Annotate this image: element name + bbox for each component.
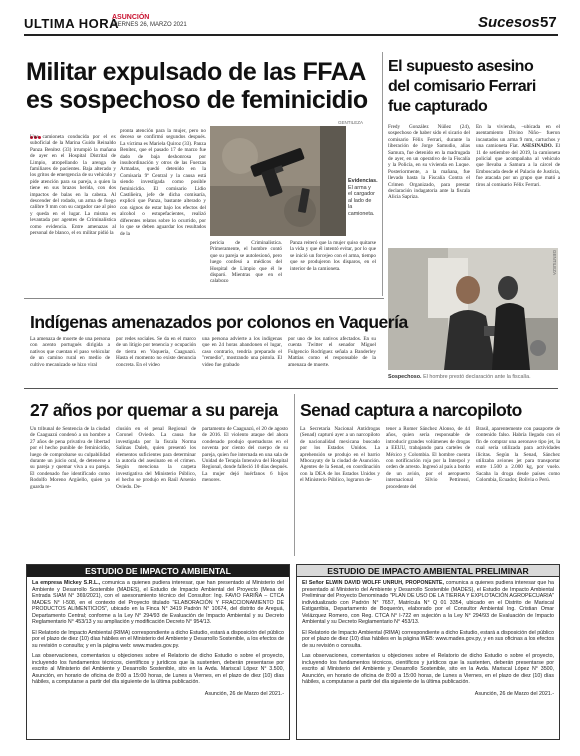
story2-headline-2: del comisario Ferrari xyxy=(388,78,536,95)
notice-right-signature: Asunción, 26 de Marzo del 2021.- xyxy=(474,690,554,697)
story2-photo-credit: GENTILEZA xyxy=(552,250,557,276)
page-number: 57 xyxy=(540,14,557,31)
notice-right-para3: Las observaciones, comentarios u objeciones sobre el Relatorio de dicho Estudio o sobre el proyecto, incluyendo los fundamentos técnicos, científicos y jurídicos que la sustenten, deberán presentarse por escrito al Ministerio del Ambiente y Desarrollo Sostenible, sito en la Avda. Mariscal López N° 3500, Asunción, en horario de oficina de 8:00 a 15:00 horas, de Lunes a Viernes, en el plazo de diez (10) días hábiles, a computarse a partir del día siguiente de la última publicación. xyxy=(302,653,554,685)
story5-col2: tener a Romer Sánchez Alonso, de 44 años, quien sería responsable de introducir grandes volúmenes de drogas a EEUU, trabajando para carteles de México y Colombia. El hombre cuenta con notificación roja por la Interpol y orden de arresto. Ingresó al país a bordo de un avión, por el aeropuerto internacional Silvio Pettirossi, procedente del xyxy=(386,426,470,490)
story1-headline-2: es sospechoso de feminicidio xyxy=(26,86,368,114)
story2-photo-caption: Sospechoso. El hombre prestó declaración ante la fiscalía. xyxy=(388,374,531,380)
story2-headline-3: fue capturado xyxy=(388,98,488,115)
suspect-illustration xyxy=(388,248,558,370)
story3-headline: Indígenas amenazados por colonos en Vaquería xyxy=(30,312,408,332)
notice-left-signature: Asunción, 26 de Marzo del 2021.- xyxy=(204,690,284,697)
notice-left xyxy=(26,564,290,740)
brand-label: ASUNCIÓN xyxy=(112,14,150,21)
date-label: VIERNES 26, MARZO 2021 xyxy=(112,22,187,28)
story3-col1: La amenaza de muerte de una persona con acento portugués dirigida a nativos que cuentan el paso vehicular de un camino rural en medio de cultivo mecanizado se hizo viral xyxy=(30,336,110,368)
story1-photo-credit: GENTILEZA xyxy=(338,120,364,125)
notice-left-para1: La empresa Mickey S.R.L., comunica a quienes pudiera interesar, que han presentado al Ministerio del Ambiente y Desarrollo Sostenible (MADES), el Estudio de Impacto Ambiental del Proyecto (Mesa de Entrada SIAM N° 369/2021), con el asesoramiento técnico del Consultor: Ing. FAVIO FARIÑA – CTCA MADES N° I-508, en el contexto del Proyecto titulado "ELABORACIÓN Y FRACCIONAMIENTO DE PRODUCTOS ALIMENTICIOS", ubicado en la Finca N° 3419 Padrón N° 10674, del distrito de Areguá, Departamento Central; conforme a la Ley N° 294/93 de Evaluación de Impacto Ambiental y su Decreto Reglamentario N° 453/13 y su ampliación y modificación Decreto N° 954/13. xyxy=(32,580,284,625)
column-divider xyxy=(382,52,383,296)
story4-col1: Un tribunal de Sentencia de la ciudad de Caaguazú condenó a un hombre a 27 años de pena privativa de libertad por el hecho punible de feminicidio, luego de comprobarse su culpabilidad durante un juicio oral, de detenerse a su pareja y quemar viva a su pareja. El condenado fue identificado como Rodolfo Moreno Argüello, quien ya guarda re- xyxy=(30,426,110,490)
story4-headline: 27 años por quemar a su pareja xyxy=(30,400,278,420)
story3-col4: por uno de los nativos afectados. En su cuenta Twitter el senador Miguel Fulgencio Rodríguez señala a Banderley Mattias como el responsable de la amenaza de muerte. xyxy=(288,336,376,368)
story5-col1: La Secretaría Nacional Antidrogas (Senad) capturó ayer a un narcopiloto de nacionalidad mexicana buscado por los Estados Unidos. La aprehensión se produjo en el barrio Mbocayaty de la ciudad de Asunción. Agentes de la Senad, en coordinación con la DEA de los Estados Unidos y el Ministerio Público, lograron de- xyxy=(300,426,380,484)
story3-col3: una persona advierte a los indígenas que en 24 horas abandonen el lugar, caso contrario, tendría preparado el "remedio", mostrando una pistola. El video fue grabado xyxy=(202,336,282,368)
notice-left-title: ESTUDIO DE IMPACTO AMBIENTAL xyxy=(27,565,289,577)
story1-marker xyxy=(30,126,44,130)
story1-col1: Una camioneta conducida por el ex suboficial de la Marina Guido Reinaldo Panza Benítez (33) irrumpió la mañana de ayer en el Hospital Distrital de Limpio, atropellando la arenga de familiares de pacientes. Baja alterado y los gritos de emergencia de su vehículo y pide atención para su pareja, a quien la tiene en sus brazos herida, con dos impactos de balas en la cabeza. Al descender del rodado, un arma de fuego calibre 9 mm con su cargador cae al piso y queda en el lugar. La misma es levantada por agentes de Criminalística como evidencia. Entre amenazas al personal de blanco, el ex militar pidió la xyxy=(30,134,116,237)
story1-photo xyxy=(210,126,346,236)
section-label-right: Sucesos xyxy=(478,14,540,31)
section-rule-1 xyxy=(24,298,384,299)
story2-col2: En la vivienda, –ubicada en el asentamiento Divino Niño– fueron incautados un arma 9 mm, cartuchos y una camioneta Fiat. ASESINADO. El 11 de setiembre del 2019, la camioneta policial que acompañaba al vehículo que llevaba a Samura a la cárcel de Emboscada desde el Palacio de Justicia, fue atacada por un grupo que mató a tiros al comisario Félix Ferrari. xyxy=(476,124,560,188)
notice-right-para1: El Señor ELWIN DAVID WOLFF UNRUH, PROPONENTE, comunica a quienes pudiera interesar que ha presentado al Ministerio del Ambiente y Desarrollo Sostenible (MADES), el Estudio de Impacto Ambiental Preliminar del Proyecto Denominado "PLAN DE USO DE LA TIERRA Y EXPLOTACIÓN AGROPECUARIA" individualizado con Padrón N° 7657, Matrícula N° Q 01 3354, ubicado en el Distrito de Mariscal Estigarribia, Departamento de Boquerón, elaborado por el Consultor Ambiental Ing. Cristian Omar Velázquez Romero, con Reg. CTCA N° I-722 en sujeción a la Ley N° 294/93 de Evaluación de Impacto Ambiental y su Decreto Reglamentario N° 453/13. xyxy=(302,580,555,625)
story1-photo-caption: Evidencias. El arma y el cargador al lado de la camioneta. xyxy=(348,178,378,217)
story4-col3: partamento de Caaguazú, el 20 de agosto de 2016. El violento ataque del ahora condenado produjo quemaduras en el noventa por ciento del cuerpo de su pareja, quien fue internada en una sala de Unidad de Terapia Intensiva del Hospital Regional, donde falleció 10 días después. La mujer dejó huérfanos 6 hijos menores. xyxy=(202,426,288,484)
story2-headline-1: El supuesto asesino xyxy=(388,58,534,75)
header-rule xyxy=(24,34,558,36)
story5-col3: Brasil, aparentemente con pasaporte de contenido falso. Habría llegado con el fin de comprar una aeronave tipo jet, la cual sería utilizada para actividades ilícitas. Según la Senad, Sánchez utilizaba aviones jet para transportar entre 1.500 a 2.000 kg, por vuelo. Sacaba la droga desde países como Colombia, Ecuador, Bolivia o Perú. xyxy=(476,426,560,484)
notice-left-para3: Las observaciones, comentarios u objeciones sobre el Relatorio de dicho Estudio o sobre el proyecto, incluyendo los fundamentos técnicos, científicos y jurídicos que la sustenten, deberán presentarse por escrito al Ministerio del Ambiente y Desarrollo Sostenible, sito en la Avda. Mariscal López N° 3.500, Asunción, en horario de oficina de 8:00 a 15:00 horas, de Lunes a Viernes, en el plazo de diez (10) días hábiles, a computarse a partir del día siguiente de la última publicación. xyxy=(32,653,284,685)
story1-col4: Panza reiteró que la mujer quiso quitarse la vida y que él intentó evitar, por lo que se inició un forcejeo con el arma, tiempo que se produjeron los disparos, en el interior de la camioneta. xyxy=(290,240,376,272)
notice-right-para2: El Relatorio de Impacto Ambiental (RIMA) correspondiente a dicho Estudio, estará a disposición del público por el plazo de diez (10) días hábiles en la página WEB: www.mades.gov.py, y en sus oficinas a los efectos de su revisión o consulta. xyxy=(302,629,554,649)
story1-col2: pronta atención para la mujer, pero no deceso se confirmó segundos después. La víctima es Mariela Quiroz (33). Panza Benítez, que el pasado 17 de marzo fue dado de baja deshonrosa por insubordinación y otros de las Fuerzas Armadas, quedó detenido en la Comisaría 9ª Central y la causa está siendo investigada como posible feminicidio. El comisario Lidio Castiñeira, jefe de dicha comisaría, explicó que Panza, bastante alterado y con signos de estar bajo los efectos del alcohol o estupefacientes, realizó diferentes relatos sobre lo ocurrido, por lo que se deben aguardar los resultados de la xyxy=(120,128,206,237)
story2-photo xyxy=(388,248,558,370)
story1-headline-1: Militar expulsado de las FFAA xyxy=(26,58,366,86)
story2-col1: Fredy González Núñez (24), sospechoso de haber sido el sicario del comisario Félix Ferrari, durante la liberación de Jorge Samudio, alias Samura, fue detenido en la madrugada de ayer, en un operativo de la Fiscalía y la Policía, en su vivienda en Luque. Posteriormente, a la mañana, fue llevado hasta la Fiscalía Contra el Crimen Organizado, para prestar declaración indagatoria ante la fiscala Alicia Sapriza. xyxy=(388,124,470,201)
gun-evidence-illustration xyxy=(210,126,346,236)
story5-headline: Senad captura a narcopiloto xyxy=(300,400,522,420)
section-label-left: ULTIMA HORA xyxy=(24,16,120,31)
story1-col3: pericia de Criminalística. Primeramente, el hombre contó que su pareja se autolesionó, pero luego confesó a médicos del Hospital de Limpio que él le disparó. Mientras que en el calabozo xyxy=(210,240,282,285)
notice-right-title: ESTUDIO DE IMPACTO AMBIENTAL PRELIMINAR xyxy=(297,565,559,577)
notice-right xyxy=(296,564,560,740)
section-rule-2 xyxy=(24,388,558,389)
story4-col2: clusión en el penal Regional de Coronel Oviedo. La causa fue investigada por la fiscala Norma Salinas Daleh, quien presentó los elementos suficientes para determinar la autoría del asesinato en el crimen. Según menciona la carpeta investigativa del Ministerio Público, el hecho se produjo en Raúl Arsenio Oviedo. De- xyxy=(116,426,196,490)
notice-left-para2: El Relatorio de Impacto Ambiental (RIMA) correspondiente a dicho Estudio, estará a disposición del público por el plazo de diez (10) días hábiles en el Ministerio del Ambiente y Desarrollo Sostenible, a los efectos de su revisión o consulta; y en la página web: www.mades.gov.py. xyxy=(32,629,284,649)
story3-col2: por redes sociales. Se da en el marco de un litigio por tenencia y ocupación de tierra en Vaquería, Caaguazú. Hasta el momento no existe denuncia concreta. En el video xyxy=(116,336,196,368)
column-divider-2 xyxy=(294,394,295,556)
